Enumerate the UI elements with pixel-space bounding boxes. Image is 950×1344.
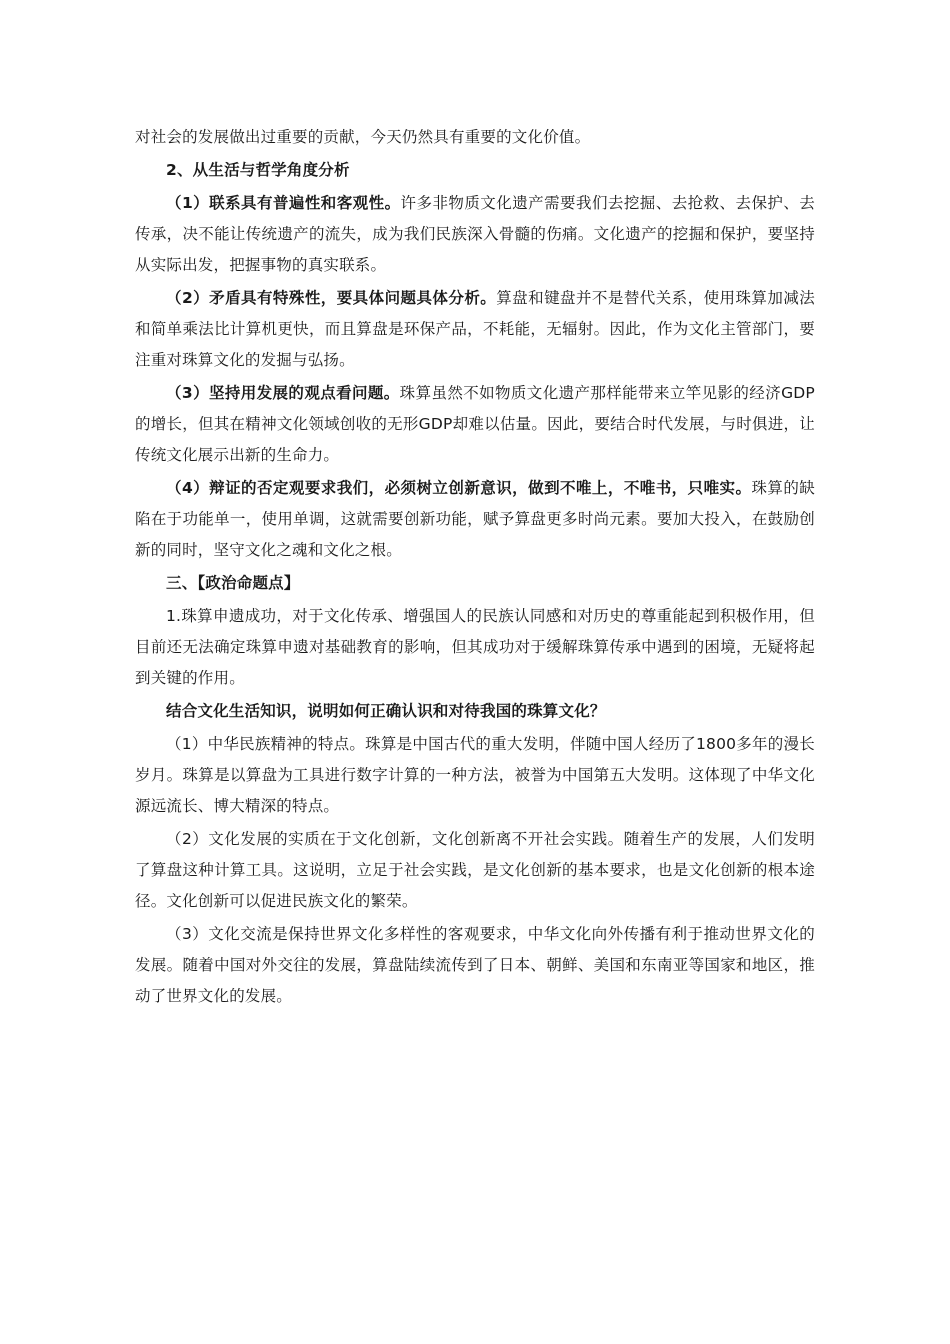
paragraph-text: 对社会的发展做出过重要的贡献，今天仍然具有重要的文化价值。 [135, 128, 591, 146]
paragraph-text: 1.珠算申遗成功，对于文化传承、增强国人的民族认同感和对历史的尊重能起到积极作用，但目前还无法确定珠算申遗对基础教育的影响，但其成功对于缓解珠算传承中遇到的困境，无疑将起到关键的作用。 [135, 607, 815, 687]
paragraph-lead: （3）坚持用发展的观点看问题。 [166, 384, 400, 402]
paragraph-4 [135, 283, 815, 376]
paragraph-text: （1）中华民族精神的特点。珠算是中国古代的重大发明，伴随中国人经历了1800多年的漫长岁月。珠算是以算盘为工具进行数字计算的一种方法，被誉为中国第五大发明。这体现了中华文化源远流长、博大精深的特点。 [135, 735, 815, 815]
paragraph-3 [135, 188, 815, 281]
paragraph-text: 珠算的缺陷在于功能单一，使用单调，这就需要创新功能，赋予算盘更多时尚元素。要加大投入，在鼓励创新的同时，坚守文化之魂和文化之根。 [135, 479, 815, 559]
paragraph-text: 许多非物质文化遗产需要我们去挖掘、去抢救、去保护、去传承，决不能让传统遗产的流失，成为我们民族深入骨髓的伤痛。文化遗产的挖掘和保护，要坚持从实际出发，把握事物的真实联系。 [135, 194, 815, 274]
paragraph-1 [135, 122, 815, 153]
paragraph-text: （2）文化发展的实质在于文化创新，文化创新离不开社会实践。随着生产的发展，人们发明了算盘这种计算工具。这说明，立足于社会实践，是文化创新的基本要求，也是文化创新的根本途径。文化创新可以促进民族文化的繁荣。 [135, 830, 815, 910]
paragraph-6 [135, 473, 815, 566]
paragraph-12 [135, 919, 815, 1012]
paragraph-text: 算盘和键盘并不是替代关系，使用珠算加减法和简单乘法比计算机更快，而且算盘是环保产品，不耗能，无辐射。因此，作为文化主管部门，要注重对珠算文化的发掘与弘扬。 [135, 289, 815, 369]
heading-philosophy [135, 155, 815, 186]
document-page [135, 122, 815, 1012]
paragraph-5 [135, 378, 815, 471]
paragraph-lead: （2）矛盾具有特殊性，要具体问题具体分析。 [166, 289, 497, 307]
paragraph-text: 珠算虽然不如物质文化遗产那样能带来立竿见影的经济GDP的增长，但其在精神文化领域创收的无形GDP却难以估量。因此，要结合时代发展，与时俱进，让传统文化展示出新的生命力。 [135, 384, 815, 464]
question-heading [135, 696, 815, 727]
question-text: 结合文化生活知识，说明如何正确认识和对待我国的珠算文化？ [166, 702, 606, 720]
paragraph-lead: （4）辩证的否定观要求我们，必须树立创新意识，做到不唯上，不唯书，只唯实。 [166, 479, 752, 497]
paragraph-text: （3）文化交流是保持世界文化多样性的客观要求，中华文化向外传播有利于推动世界文化的发展。随着中国对外交往的发展，算盘陆续流传到了日本、朝鲜、美国和东南亚等国家和地区，推动了世界文化的发展。 [135, 925, 815, 1005]
paragraph-10 [135, 729, 815, 822]
paragraph-11 [135, 824, 815, 917]
heading-text: 2、从生活与哲学角度分析 [166, 161, 350, 179]
heading-political [135, 568, 815, 599]
heading-text: 三、【政治命题点】 [166, 574, 300, 592]
paragraph-8 [135, 601, 815, 694]
paragraph-lead: （1）联系具有普遍性和客观性。 [166, 194, 401, 212]
